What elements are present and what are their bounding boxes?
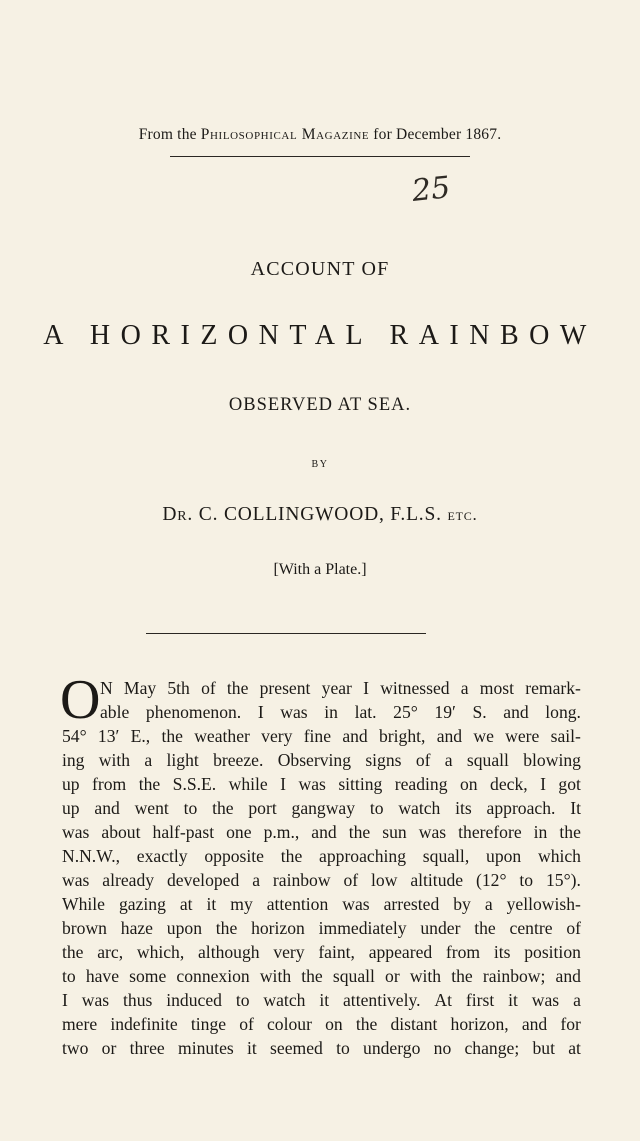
body-word: 13′ [97, 726, 120, 746]
body-word: first [465, 990, 495, 1010]
body-word: which, [136, 942, 185, 962]
body-word: change; [464, 1038, 520, 1058]
bottom-divider [146, 633, 426, 634]
body-word: attention [266, 894, 329, 914]
title-line-2: A HORIZONTAL RAINBOW [43, 320, 597, 351]
body-word: or [385, 966, 400, 986]
body-word: it [508, 990, 518, 1010]
body-word: a [460, 678, 469, 698]
body-word: two [62, 1038, 89, 1058]
body-line [62, 700, 581, 724]
body-word: by [453, 894, 471, 914]
body-word: was [62, 822, 90, 842]
title-line-3: OBSERVED AT SEA. [228, 395, 412, 415]
body-word: horizon [251, 918, 305, 938]
body-word: a [484, 894, 493, 914]
body-word: blowing [523, 750, 581, 770]
body-word: sun [382, 822, 407, 842]
body-word: from [445, 942, 481, 962]
body-word: S. [472, 702, 487, 722]
body-word: on [459, 774, 478, 794]
body-word: the [280, 846, 303, 866]
body-word: haze [120, 918, 153, 938]
body-word: it [247, 1038, 257, 1058]
body-word: at [179, 894, 193, 914]
body-word: arrested [383, 894, 440, 914]
body-word: and [503, 702, 529, 722]
body-word: a [144, 750, 153, 770]
author-suffix: etc. [447, 505, 478, 524]
body-word: It [570, 798, 581, 818]
body-word: in [533, 822, 548, 842]
body-word: got [558, 774, 581, 794]
body-word: 5th [167, 678, 190, 698]
body-word: the [215, 918, 238, 938]
body-word: 25° [393, 702, 418, 722]
body-word: some [129, 966, 167, 986]
body-word: about [101, 822, 141, 842]
body-word: gazing [118, 894, 166, 914]
body-word: with [409, 966, 442, 986]
body-word: p.m., [263, 822, 300, 842]
body-line [62, 724, 581, 748]
body-word: therefore [458, 822, 522, 842]
body-word: rainbow [272, 870, 331, 890]
body-line [62, 1036, 581, 1060]
body-word: to [183, 798, 198, 818]
body-word: present [259, 678, 311, 698]
body-word: developed [166, 870, 240, 890]
body-word: undergo [363, 1038, 421, 1058]
body-line [62, 676, 581, 700]
body-word: witnessed [380, 678, 450, 698]
body-word: 54° [62, 726, 87, 746]
body-word: N.N.W., [62, 846, 120, 866]
body-word: for [560, 1014, 581, 1034]
body-word: deck, [490, 774, 528, 794]
body-word: (12° [476, 870, 507, 890]
body-word: the [451, 966, 473, 986]
body-word: was [280, 702, 308, 722]
body-word: the [161, 726, 183, 746]
body-word: but [532, 1038, 555, 1058]
body-line [62, 964, 581, 988]
body-word: I [540, 774, 546, 794]
body-line [62, 796, 581, 820]
body-word: was [531, 990, 560, 1010]
body-word: a [252, 870, 260, 890]
body-word: the [138, 774, 161, 794]
body-word: immediately [318, 918, 407, 938]
body-word: rainbow; [482, 966, 546, 986]
body-word: while [228, 774, 268, 794]
author-name: C. COLLINGWOOD, F.L.S. [198, 504, 442, 525]
body-word: my [230, 894, 253, 914]
body-line [62, 988, 581, 1012]
source-suffix: for December 1867. [373, 126, 502, 143]
body-line [62, 844, 581, 868]
body-word: upon [486, 846, 522, 866]
body-word: to [62, 966, 76, 986]
body-word: appeared [368, 942, 433, 962]
body-word: its [493, 942, 511, 962]
body-word: ing [62, 750, 85, 770]
body-word: the [62, 942, 84, 962]
body-word: sail- [550, 726, 581, 746]
body-word: were [505, 726, 540, 746]
body-word: the [348, 822, 371, 842]
body-word: one [226, 822, 252, 842]
source-prefix: From the [138, 126, 197, 143]
body-word: a [444, 750, 453, 770]
body-word: I [62, 990, 68, 1010]
body-line [62, 868, 581, 892]
body-word: distant [390, 1014, 438, 1034]
body-word: the [226, 678, 249, 698]
body-word: tinge [190, 1014, 227, 1034]
body-word: and [311, 822, 337, 842]
body-word: gangway [291, 798, 356, 818]
body-word: and [94, 798, 120, 818]
body-word: have [85, 966, 120, 986]
body-word: minutes [178, 1038, 234, 1058]
body-word: no [433, 1038, 452, 1058]
body-word: weather [194, 726, 250, 746]
body-word: horizon, [450, 1014, 509, 1034]
body-word: on [325, 1014, 343, 1034]
body-word: half-past [152, 822, 215, 842]
body-word: upon [166, 918, 202, 938]
body-word: very [273, 942, 305, 962]
body-word: port [248, 798, 277, 818]
body-word: 15°). [546, 870, 581, 890]
body-word: was [298, 774, 326, 794]
body-word: induced [166, 990, 222, 1010]
body-word: Observing [277, 750, 351, 770]
body-word: I [280, 774, 287, 794]
body-word: was [418, 822, 447, 842]
body-word: indefinite [110, 1014, 178, 1034]
body-word: from [92, 774, 127, 794]
body-word: E., [130, 726, 151, 746]
body-word: centre [509, 918, 553, 938]
body-word: phenomenon. [145, 702, 242, 722]
body-word: arc, [97, 942, 124, 962]
body-word: of [415, 750, 431, 770]
body-word: S.S.E. [172, 774, 217, 794]
drop-cap: O [60, 669, 101, 731]
body-word: fine [303, 726, 332, 746]
body-word: low [371, 870, 398, 890]
body-word: to [519, 870, 534, 890]
body-word: sitting [338, 774, 383, 794]
body-word: mere [62, 1014, 98, 1034]
body-word: and [436, 726, 463, 746]
body-word: light [166, 750, 199, 770]
body-word: watch [263, 990, 306, 1010]
body-word: it [319, 990, 330, 1010]
body-word: was [62, 870, 90, 890]
body-word: up [62, 774, 80, 794]
body-word: long. [545, 702, 581, 722]
body-word: bright, [378, 726, 426, 746]
body-line [62, 916, 581, 940]
body-word: signs [365, 750, 402, 770]
body-word: seemed [270, 1038, 323, 1058]
source-citation [0, 126, 640, 144]
body-word: the [301, 966, 323, 986]
body-word: exactly [136, 846, 188, 866]
body-word: altitude [410, 870, 464, 890]
body-word: with [98, 750, 131, 770]
body-word: up [62, 798, 80, 818]
body-word: I [363, 678, 369, 698]
body-word: squall [466, 750, 509, 770]
handwritten-marginal-note: 25 [410, 170, 452, 209]
body-word: to [369, 798, 384, 818]
body-word: lat. [354, 702, 377, 722]
body-word: faint, [318, 942, 355, 962]
body-word: able [100, 702, 130, 722]
body-line [62, 940, 581, 964]
body-line [62, 820, 581, 844]
body-word: watch [398, 798, 441, 818]
body-word: yellowish- [506, 894, 581, 914]
body-word: a [573, 990, 581, 1010]
body-word: and [342, 726, 368, 746]
body-word: colour [267, 1014, 312, 1034]
body-word: the [559, 822, 581, 842]
body-word: year [321, 678, 352, 698]
body-word: or [101, 1038, 117, 1058]
top-divider [170, 156, 470, 157]
body-word: 19′ [434, 702, 456, 722]
title-line-1: ACCOUNT OF [250, 258, 390, 280]
body-word: squall, [422, 846, 470, 866]
body-word: to [336, 1038, 350, 1058]
body-word: I [257, 702, 264, 722]
body-word: at [568, 1038, 581, 1058]
body-word: already [102, 870, 155, 890]
body-word: thus [123, 990, 153, 1010]
body-word: under [420, 918, 461, 938]
body-word: brown [62, 918, 107, 938]
body-word: and [521, 1014, 548, 1034]
body-paragraph [60, 669, 581, 1060]
body-word: At [434, 990, 452, 1010]
body-line [62, 1012, 581, 1036]
body-line [62, 748, 581, 772]
body-word: which [537, 846, 581, 866]
body-word: approach. [486, 798, 556, 818]
body-word: While [62, 894, 105, 914]
author-prefix: Dr. [162, 504, 194, 525]
body-word: three [129, 1038, 165, 1058]
body-word: the [212, 798, 234, 818]
body-word: the [474, 918, 496, 938]
body-word: went [134, 798, 169, 818]
body-word: opposite [204, 846, 264, 866]
body-word: very [261, 726, 293, 746]
body-word: although [198, 942, 260, 962]
body-word: reading [394, 774, 448, 794]
body-line [62, 892, 581, 916]
body-word: in [324, 702, 338, 722]
body-word: squall [332, 966, 375, 986]
body-word: May [123, 678, 157, 698]
body-word: N [100, 678, 113, 698]
plate-note: [With a Plate.] [273, 561, 367, 578]
body-word: was [342, 894, 370, 914]
body-word: breeze. [213, 750, 264, 770]
body-word: position [524, 942, 581, 962]
body-word: remark- [525, 678, 581, 698]
body-word: approaching [319, 846, 407, 866]
journal-name: Philosophical Magazine [200, 126, 370, 143]
body-word: of [566, 918, 581, 938]
body-word: most [479, 678, 515, 698]
body-word: attentively. [343, 990, 421, 1010]
author-line [0, 504, 640, 526]
body-word: it [206, 894, 217, 914]
body-word: was [81, 990, 110, 1010]
body-word: the [355, 1014, 378, 1034]
body-word: to [235, 990, 250, 1010]
body-word: of [343, 870, 359, 890]
body-word: and [555, 966, 581, 986]
byline-by: BY [311, 459, 329, 470]
body-word: of [239, 1014, 254, 1034]
body-line [62, 772, 581, 796]
body-word: with [259, 966, 292, 986]
body-word: connexion [176, 966, 250, 986]
body-word: we [473, 726, 494, 746]
body-word: its [455, 798, 472, 818]
body-word: of [201, 678, 216, 698]
